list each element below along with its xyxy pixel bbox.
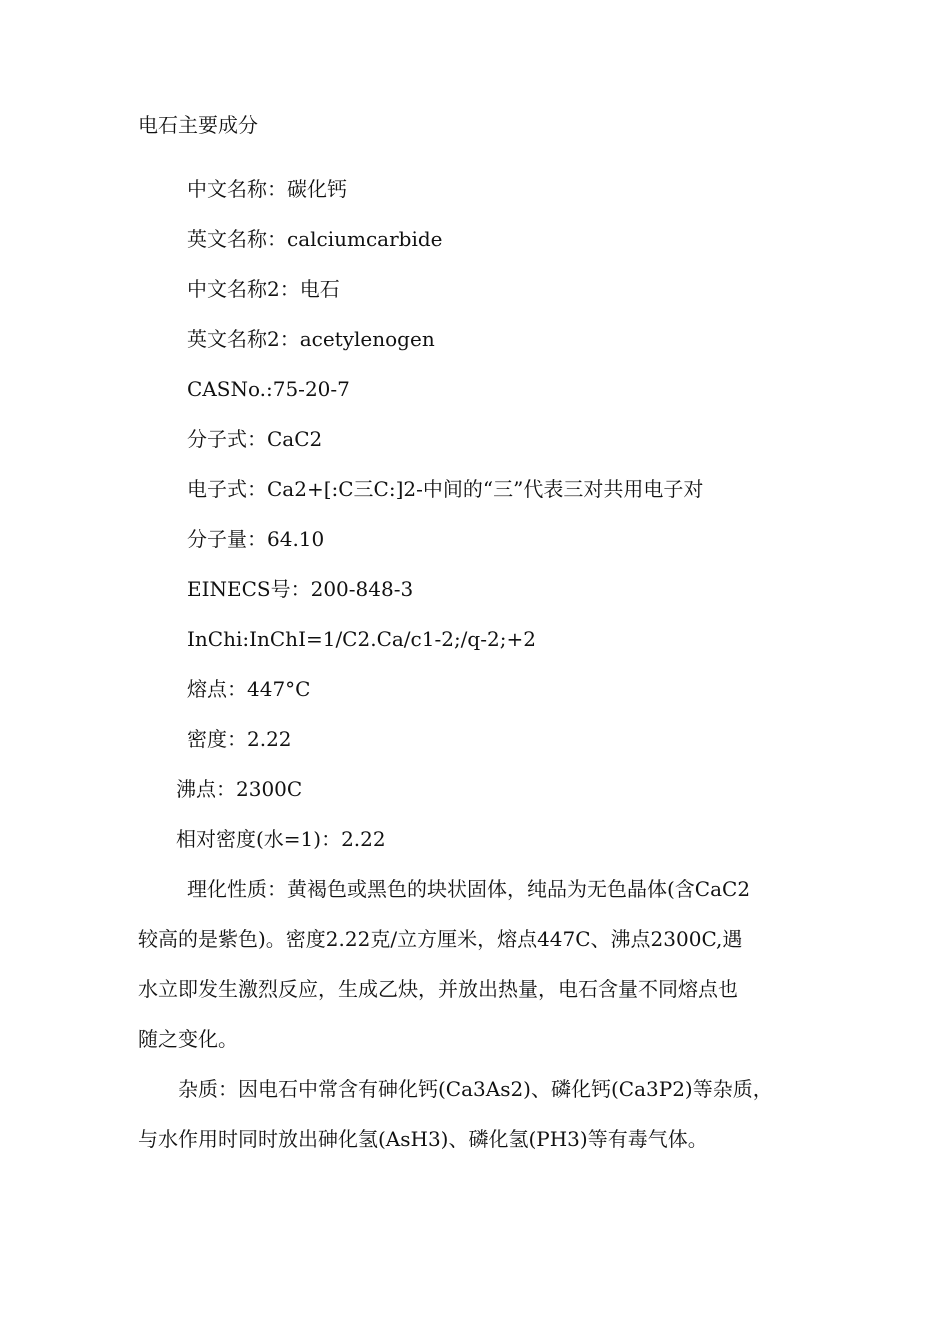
para1-line-4: 随之变化。: [138, 1027, 238, 1051]
prop-electron-formula: 电子式：Ca2+[:C三C:]2-中间的“三”代表三对共用电子对: [187, 477, 704, 501]
prop-boiling-point: 沸点：2300C: [176, 777, 303, 801]
prop-einecs: EINECS号：200-848-3: [187, 577, 414, 601]
para2-line-2: 与水作用时同时放出砷化氢(AsH3)、磷化氢(PH3)等有毒气体。: [138, 1127, 708, 1151]
prop-chinese-name: 中文名称：碳化钙: [187, 177, 347, 201]
document-title: 电石主要成分: [138, 113, 258, 137]
para1-line-1: 理化性质：黄褐色或黑色的块状固体，纯品为无色晶体(含CaC2: [187, 877, 751, 901]
prop-melting-point: 熔点：447°C: [187, 677, 311, 701]
prop-inchi: InChi:InChI=1/C2.Ca/c1-2;/q-2;+2: [187, 627, 536, 651]
prop-chinese-name-2: 中文名称2：电石: [187, 277, 340, 301]
prop-cas-number: CASNo.:75-20-7: [187, 377, 350, 401]
prop-molecular-weight: 分子量：64.10: [187, 527, 325, 551]
prop-english-name: 英文名称：calciumcarbide: [187, 227, 443, 251]
prop-relative-density: 相对密度(水=1)：2.22: [176, 827, 386, 851]
prop-density: 密度：2.22: [187, 727, 292, 751]
para1-line-3: 水立即发生激烈反应，生成乙炔，并放出热量，电石含量不同熔点也: [138, 977, 738, 1001]
prop-english-name-2: 英文名称2：acetylenogen: [187, 327, 435, 351]
para2-line-1: 杂质：因电石中常含有砷化钙(Ca3As2)、磷化钙(Ca3P2)等杂质，: [178, 1077, 773, 1101]
prop-molecular-formula: 分子式：CaC2: [187, 427, 323, 451]
para1-line-2: 较高的是紫色)。密度2.22克/立方厘米，熔点447C、沸点2300C,遇: [138, 927, 743, 951]
